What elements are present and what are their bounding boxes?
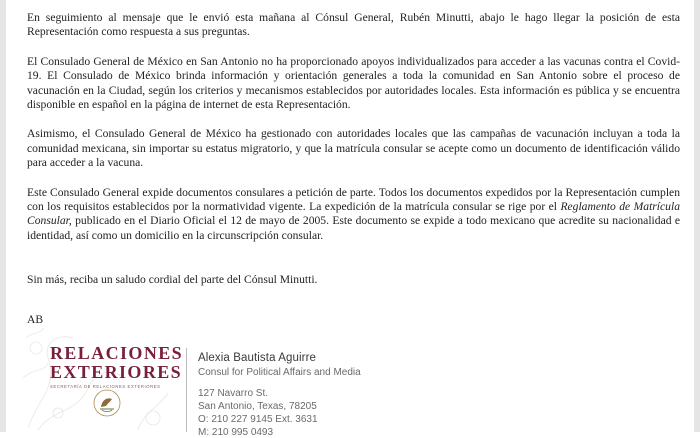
contact-details [198,351,498,438]
logo-subtitle: SECRETARÍA DE RELACIONES EXTERIORES [50,384,161,389]
regulation-title: Reglamento de Matrícula Consular, [27,200,680,228]
address-city: San Antonio, Texas, 78205 [198,401,317,412]
paragraph-intro: En seguimiento al mensaje que le envió esta mañana al Cónsul General, Rubén Minutti, abajo le hago llegar la posición de esta Representación como respuesta a sus preguntas. [27,11,680,39]
paragraph-consular-documents [27,186,680,244]
closing-line: Sin más, reciba un saludo cordial del parte del Cónsul Minutti. [27,273,318,287]
sender-role: Consul for Political Affairs and Media [198,367,361,378]
logo-line-2: EXTERIORES [50,362,183,382]
sender-name: Alexia Bautista Aguirre [198,352,317,364]
relaciones-exteriores-logo [50,343,184,389]
mexico-eagle-seal-icon [92,388,122,418]
signature-divider [186,348,187,432]
paragraph-vaccination-campaigns: Asimismo, el Consulado General de México ha gestionado con autoridades locales que las campañas de vacunación incluyan a toda la comunidad mexicana, sin importar su estatus migratorio, y que la matrícula consular se acepte como un documento de identificación válido para acceder a la vacuna. [27,127,680,170]
address-street: 127 Navarro St. [198,388,269,399]
letter-body [27,11,680,342]
mobile-phone: M: 210 995 0493 [198,427,274,438]
paragraph-consular-documents-part2: publicado en el Diario Oficial el 12 de mayo de 2005. Este documento se expide a todo mexicano que acredite su nacionalidad e identidad, así como un domicilio en la circunscripción consular. [27,214,680,242]
paragraph-consular-documents-part1: Este Consulado General expide documentos consulares a petición de parte. Todos los documentos expedidos por la Representación cumplen con los requisitos establecidos por la normatividad vigente. La expedición de la matrícula consular se rige por el [27,185,680,214]
sender-initials: AB [27,312,44,326]
paragraph-vaccine-support: El Consulado General de México en San Antonio no ha proporcionado apoyos individualizados para acceder a las vacunas contra el Covid-19. El Consulado de México brinda información y orientación generales a toda la comunidad en San Antonio sobre el proceso de vacunación en la Ciudad, según los criterios y mecanismos establecidos por autoridades locales. Esta información es pública y se encuentra disponible en español en la página de internet de esta Representación. [27,54,680,112]
office-phone: O: 210 227 9145 Ext. 3631 [198,414,318,425]
logo-line-1: RELACIONES [50,343,184,363]
email-signature [0,318,700,438]
